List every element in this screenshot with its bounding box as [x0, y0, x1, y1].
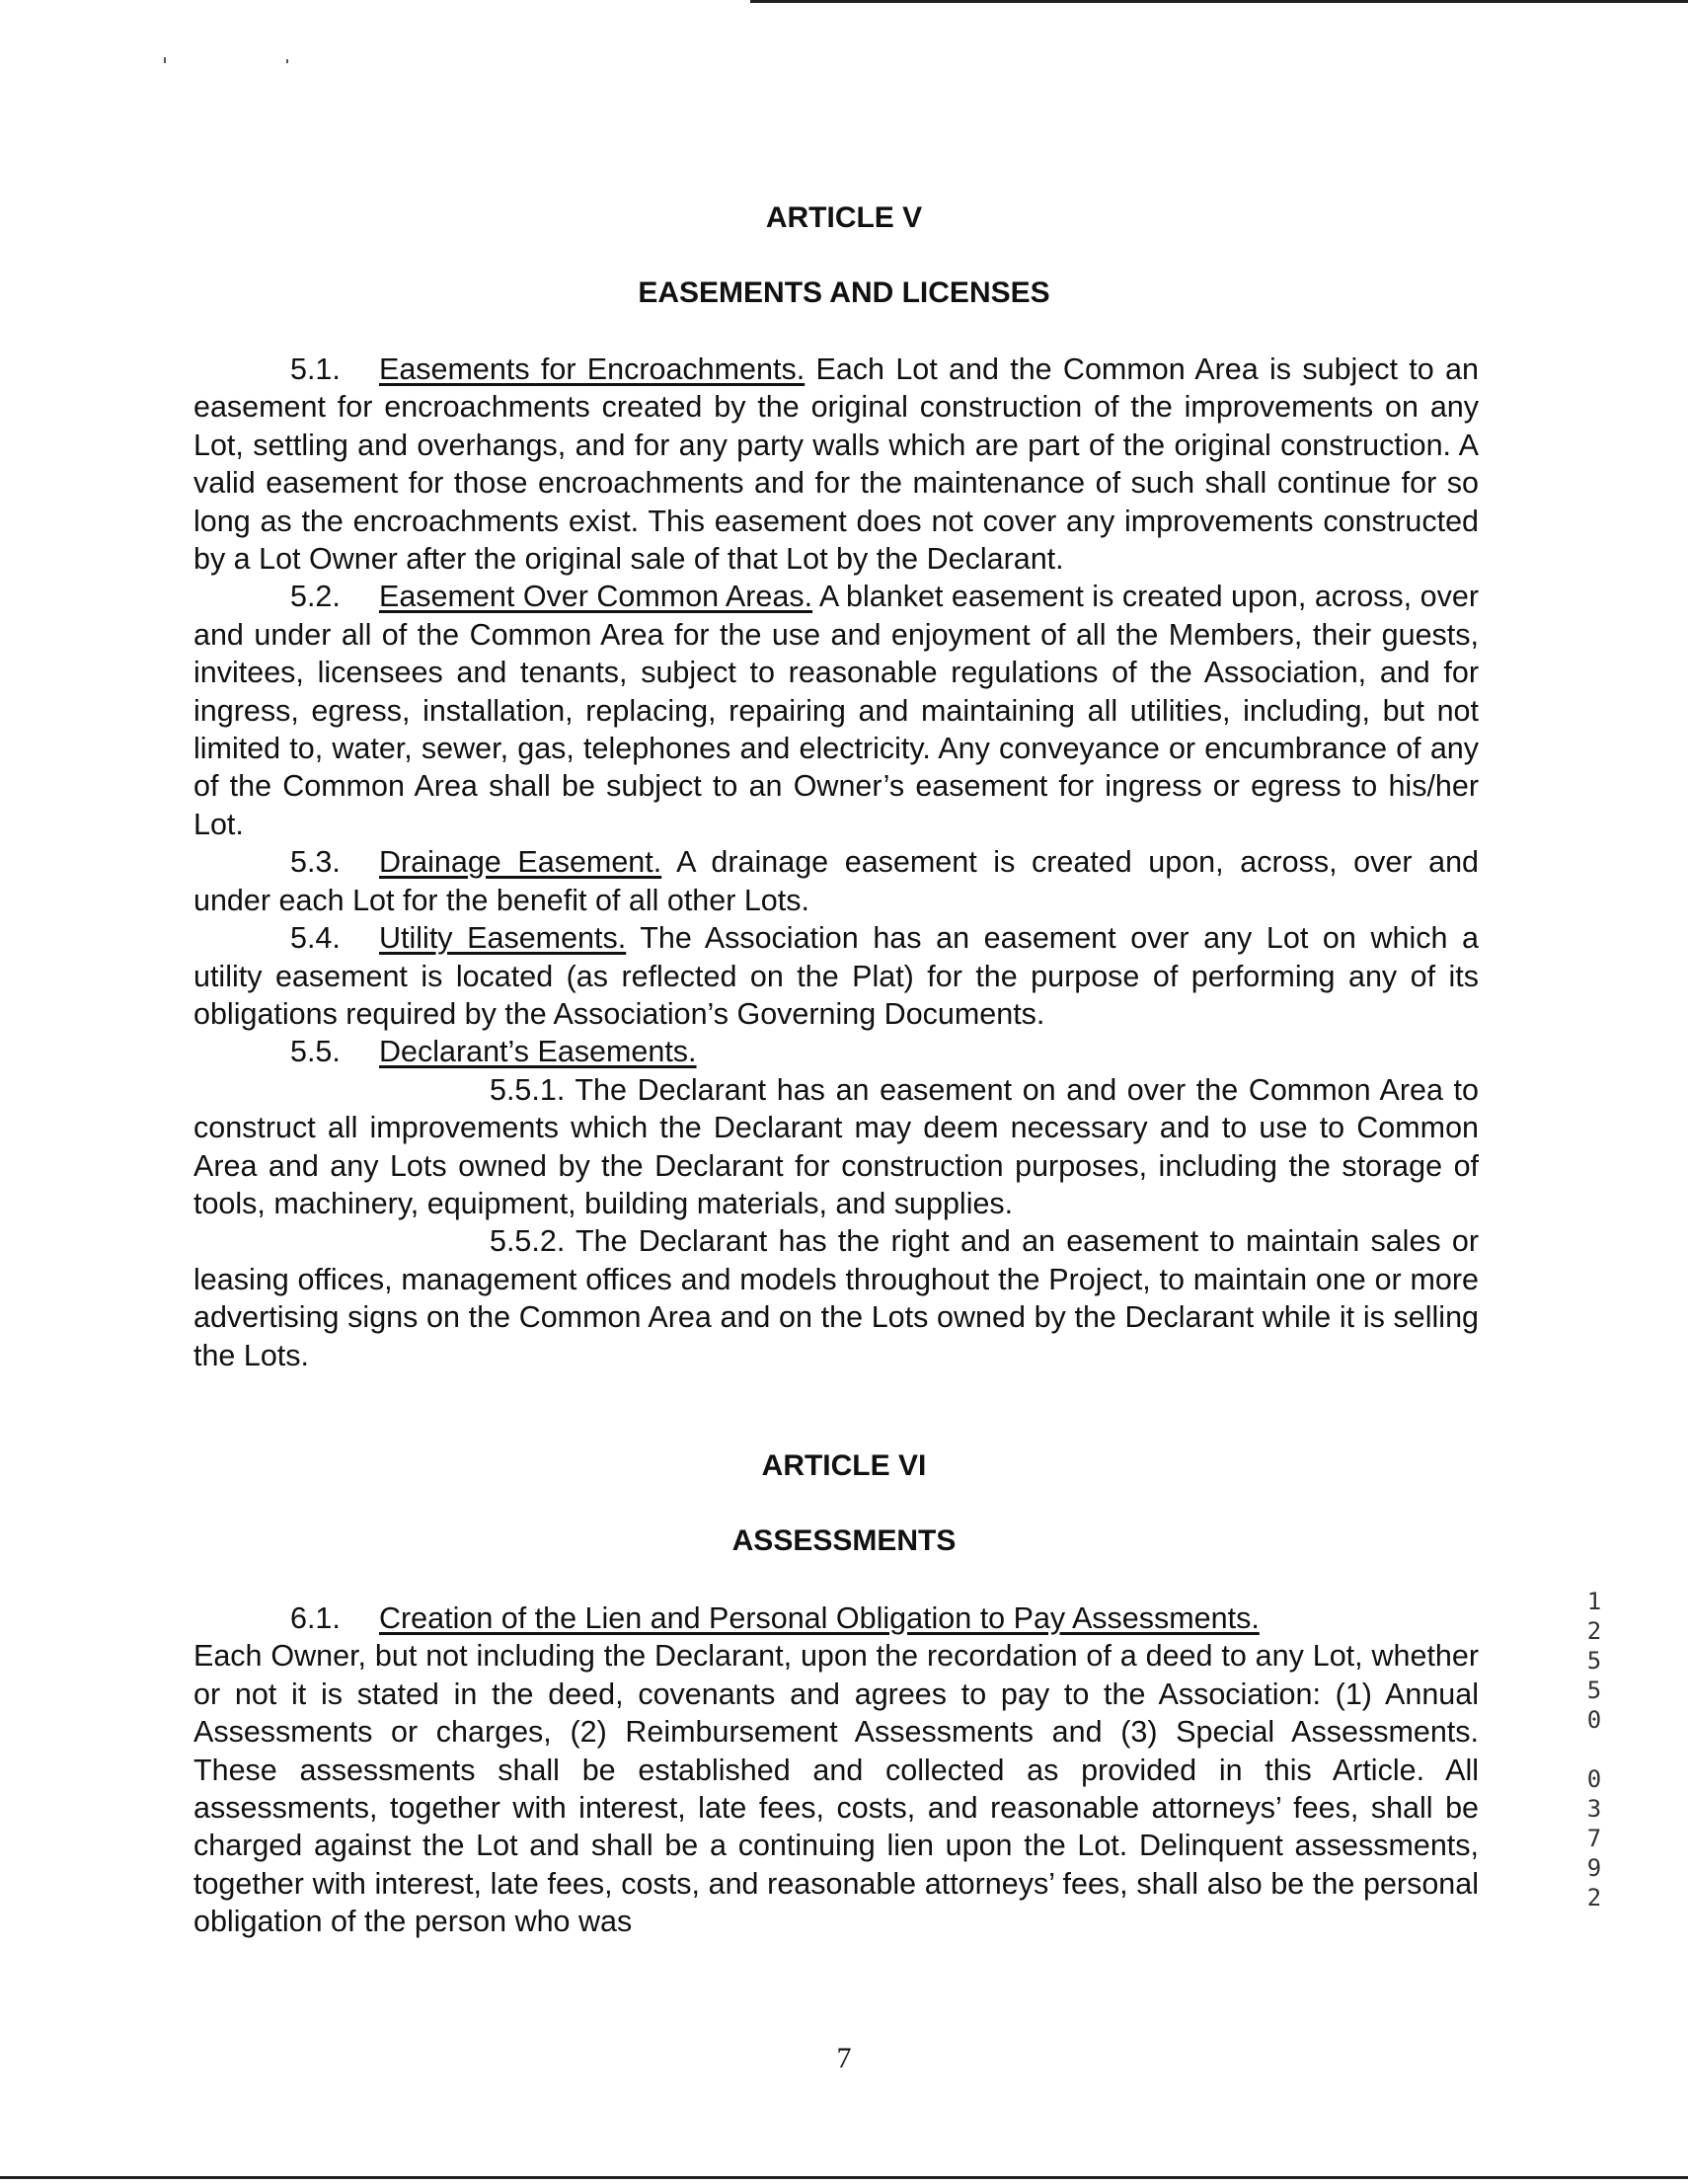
- scan-bottom-edge: [0, 2176, 1688, 2179]
- article-6-subtitle: ASSESSMENTS: [731, 1524, 957, 1557]
- section-number: 5.2.: [290, 580, 341, 614]
- section-heading: Easement Over Common Areas.: [379, 580, 813, 614]
- section-number: 5.5.: [290, 1035, 341, 1069]
- section-6-1-heading-line: [193, 1599, 1479, 1637]
- section-text: A drainage easement is created upon, across, over and under each Lot for the benefit of all other Lots.: [193, 845, 1479, 917]
- section-heading: Creation of the Lien and Personal Obligation to Pay Assessments.: [379, 1601, 1260, 1635]
- section-number: 5.4.: [290, 921, 341, 956]
- section-number: 5.1.: [290, 352, 341, 386]
- section-5-3: [193, 843, 1479, 919]
- section-text: The Association has an easement over any Lot on which a utility easement is located (as reflected on the Plat) for the purpose of performing any of its obligations required by the Association’s Governing Documents.: [193, 921, 1480, 1031]
- article-5-body: [193, 351, 1479, 1374]
- section-5-1: [193, 351, 1479, 578]
- page-number: 7: [836, 2042, 852, 2074]
- section-heading: Easements for Encroachments.: [379, 352, 806, 386]
- section-heading: Declarant’s Easements.: [379, 1035, 697, 1069]
- section-5-5-2: 5.5.2. The Declarant has the right and an easement to maintain sales or leasing offices, management offices and models throughout the Project, to maintain one or more advertising signs on the Common Area and on the Lots owned by the Declarant while it is selling the Lots.: [193, 1224, 1479, 1372]
- article-5-title: ARTICLE V: [765, 201, 923, 234]
- scan-speck: [164, 57, 166, 63]
- section-5-5-1: 5.5.1. The Declarant has an easement on and over the Common Area to construct all improvements which the Declarant may deem necessary and to use to Common Area and any Lots owned by the Declarant for construction purposes, including the storage of tools, machinery, equipment, building materials, and supplies.: [193, 1072, 1479, 1220]
- recording-stamp: 12550 03792: [1580, 1588, 1608, 1913]
- scan-top-edge: [750, 0, 1688, 3]
- article-6-title: ARTICLE VI: [761, 1449, 927, 1482]
- article-5-subtitle: EASEMENTS AND LICENSES: [638, 276, 1050, 309]
- section-number: 6.1.: [290, 1601, 341, 1635]
- section-5-5: [193, 1033, 1479, 1070]
- section-5-2: [193, 578, 1479, 843]
- section-number: 5.3.: [290, 845, 341, 880]
- section-5-4: [193, 919, 1479, 1033]
- section-text: A blanket easement is created upon, across, over and under all of the Common Area for the use and enjoyment of all the Members, their guests, invitees, licensees and tenants, subject to reasonable regulations of the Association, and for ingress, egress, installation, replacing, repairing and maintaining all utilities, including, but not limited to, water, sewer, gas, telephones and electricity. Any conveyance or encumbrance of any of the Common Area shall be subject to an Owner’s easement for ingress or egress to his/her Lot.: [193, 580, 1479, 841]
- section-6-1: Each Owner, but not including the Declarant, upon the recordation of a deed to any Lot, whether or not it is stated in the deed, covenants and agrees to pay to the Association: (1) Annual Assessments or charges, (2) Reimbursement Assessments and (3) Special Assessments. These assessments shall be established and collected as provided in this Article. All assessments, together with interest, late fees, costs, and reasonable attorneys’ fees, shall be charged against the Lot and shall be a continuing lien upon the Lot. Delinquent assessments, together with interest, late fees, costs, and reasonable attorneys’ fees, shall also be the personal obligation of the person who was: [193, 1639, 1479, 1939]
- scan-speck: [286, 59, 288, 63]
- section-text: Each Lot and the Common Area is subject to an easement for encroachments created by the original construction of the improvements on any Lot, settling and overhangs, and for any party walls which are part of the original construction. A valid easement for those encroachments and for the maintenance of such shall continue for so long as the encroachments exist. This easement does not cover any improvements constructed by a Lot Owner after the original sale of that Lot by the Declarant.: [193, 352, 1479, 577]
- section-heading: Utility Easements.: [379, 921, 627, 956]
- section-heading: Drainage Easement.: [379, 845, 662, 880]
- article-6-body: [193, 1599, 1479, 1941]
